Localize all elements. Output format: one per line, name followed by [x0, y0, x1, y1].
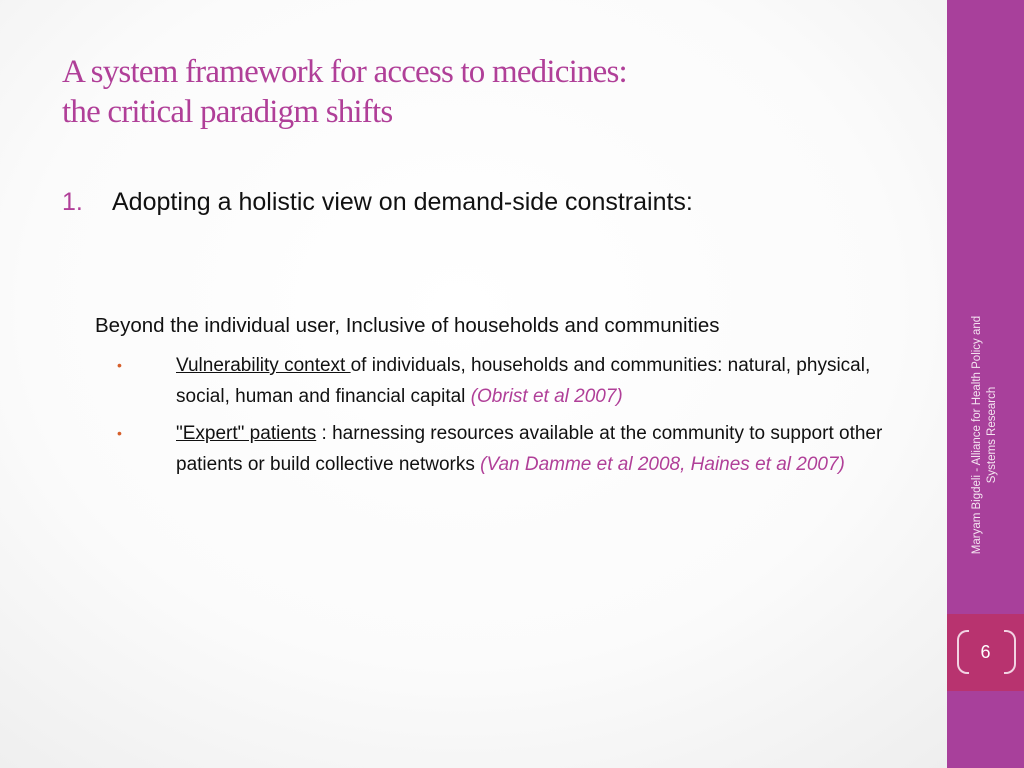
bullet-body: : harnessing resources available at the community to support other patients or build collective networks [176, 423, 883, 475]
bullet-text [176, 418, 886, 480]
bullet-item [117, 350, 887, 412]
sidebar-caption-line-1: Maryam Bigdeli - Alliance for Health Policy and [971, 315, 983, 555]
bullet-item [117, 418, 887, 480]
slide-title [62, 52, 922, 132]
sidebar-caption-line-2: Systems Research [986, 386, 998, 484]
slide-title-line-2: the critical paradigm shifts [62, 94, 393, 130]
bullet-marker: • [117, 425, 122, 441]
bullet-term: "Expert" patients [176, 423, 317, 444]
bullet-citation: (Van Damme et al 2008, Haines et al 2007) [480, 454, 845, 475]
subheading: Beyond the individual user, Inclusive of households and communities [95, 314, 720, 337]
bullet-term: Vulnerability context [176, 355, 351, 376]
bullet-body: of individuals, households and communities: natural, physical, social, human and financial capital [176, 355, 871, 407]
bullet-citation: (Obrist et al 2007) [470, 386, 623, 407]
bullet-text [176, 350, 886, 412]
bullet-marker: • [117, 357, 122, 373]
numbered-point [62, 188, 693, 217]
point-text: Adopting a holistic view on demand-side constraints: [112, 188, 693, 216]
bullet-list [117, 350, 887, 486]
point-number: 1. [62, 188, 83, 216]
page-number-box [947, 614, 1024, 691]
sidebar-caption [970, 265, 1000, 605]
page-number: 6 [980, 642, 991, 662]
slide-title-line-1: A system framework for access to medicines: [62, 54, 627, 90]
